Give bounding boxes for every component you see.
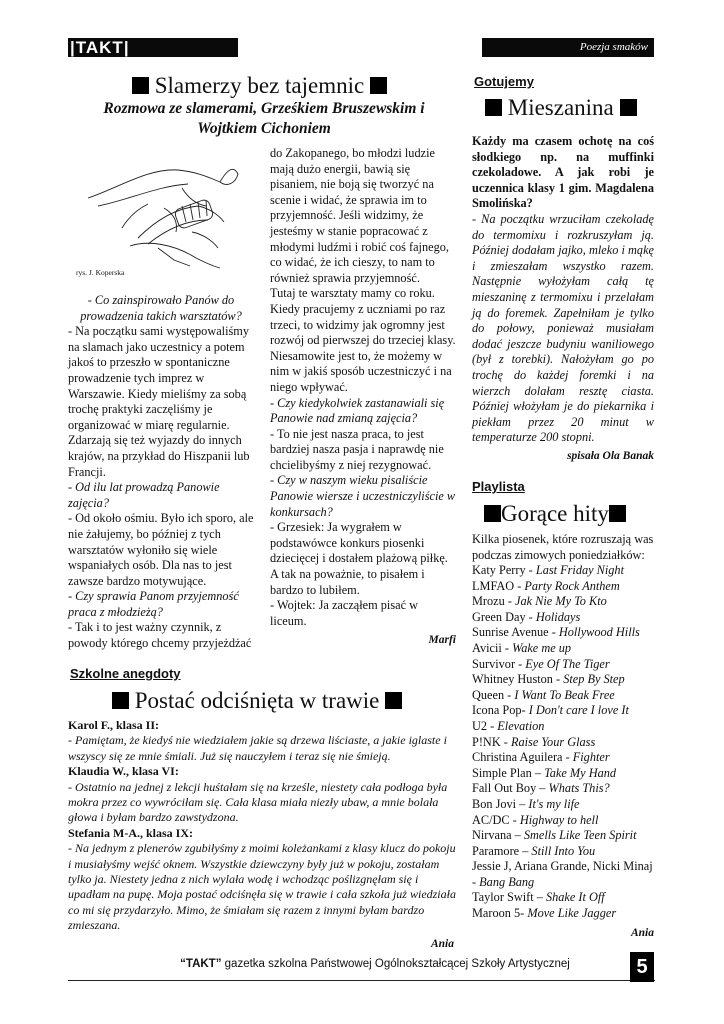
song-title: Jak Nie My To Kto xyxy=(515,594,607,609)
answer: - To nie jest nasza praca, to jest bardziej nasza pasja i naprawdę nie chcielibyśmy z niej rezygnować. xyxy=(270,426,444,472)
song-item xyxy=(472,579,656,595)
song-artist: Sunrise Avenue - xyxy=(472,625,559,640)
cooking-signature: spisała Ola Banak xyxy=(567,450,654,462)
playlist-title: Gorące hity xyxy=(484,500,626,528)
cooking-title: Mieszanina xyxy=(485,94,637,122)
song-item xyxy=(472,859,656,875)
song-item xyxy=(472,813,656,829)
square-bullet-icon xyxy=(485,99,502,116)
square-bullet-icon xyxy=(370,77,387,94)
page-number: 5 xyxy=(630,952,654,982)
song-artist: Survivor - xyxy=(472,656,526,671)
answer: - Grzesiek: Ja wygrałem w podstawówce konkurs piosenki dziecięcej i dostałem plażową piłkę. A tak na poważnie, to pisałem i bardzo to lubiłem. xyxy=(270,520,448,597)
song-item xyxy=(472,688,656,704)
slam-title: Slamerzy bez tajemnic xyxy=(132,72,387,100)
song-artist: Paramore – xyxy=(472,843,532,858)
song-title: Party Rock Anthem xyxy=(524,578,620,593)
cooking-text: - Na początku wrzuciłam czekoladę do termomixu i rozkruszyłam ją. Później dodałam jajko, mleko i mąkę i zmieszałam wszystko razem. Następnie wyłożyłam całą tę mieszaninę z termomixu i przelałam ją do foremek. Zapełniłam je tylko do połowy, ponieważ musiałam dodać jeszcze budyniu waniliowego (był z torebki). Nałożyłam go po trochę do każdej foremki i na wierzch dolałam resztę ciasta. Później włożyłam je do piekarnika i piekłam przez 20 minut w temperaturze 200 stopni. xyxy=(472,211,654,445)
slam-column-1 xyxy=(68,293,254,652)
anecdote-text: - Ostatnio na jednej z lekcji huśtałam się na krześle, niestety cała podłoga była mokra przez co wywróciłam się. Cała klasa miała niezły ubaw, a mnie bolała głowa i byłam bardzo zawstydzona. xyxy=(68,779,448,825)
question: - Czy kiedykolwiek zastanawiali się Panowie nad zmianą zajęcia? xyxy=(270,395,445,426)
anecdote-name: Karol F., klasa II: xyxy=(68,718,160,732)
song-item xyxy=(472,610,656,626)
song-title: Elevation xyxy=(497,718,545,733)
song-artist: Bon Jovi – xyxy=(472,796,529,811)
song-artist: Queen - xyxy=(472,687,515,702)
song-title: Wake me up xyxy=(512,640,572,655)
song-item xyxy=(472,875,656,891)
song-list xyxy=(472,563,656,922)
cooking-body xyxy=(472,134,654,446)
song-artist: Katy Perry - xyxy=(472,563,536,577)
song-title: Holidays xyxy=(535,609,581,624)
song-item xyxy=(472,797,656,813)
answer: Tutaj te warsztaty mamy co roku. Kiedy pracujemy z uczniami po raz trzeci, to widzimy jak ogromny jest rozwój od pierwszej do trzeciej klasy. Niesamowite jest to, że możemy w nim w jakiś sposób uczestniczyć i na niego wpływać. xyxy=(270,286,456,394)
song-title: I Don't care I love It xyxy=(528,703,629,718)
square-bullet-icon xyxy=(112,692,129,709)
question: - Co zainspirowało Panów do prowadzenia takich warsztatów? xyxy=(80,293,242,323)
square-bullet-icon xyxy=(620,99,637,116)
answer: do Zakopanego, bo młodzi ludzie mają dużo energii, bawią się pisaniem, nie boją się tworzyć na scenie i widać, że sprawia im to przyjemność. Jeśli widzimy, że jesteśmy w stanie popracować z młodymi ludźmi i robić coś fajnego, co widać, że ich cieszy, to nam to również sprawia przyjemność. xyxy=(270,146,449,285)
drawing-caption: rys. J. Koperska xyxy=(76,268,125,277)
song-item xyxy=(472,735,656,751)
square-bullet-icon xyxy=(484,505,501,522)
answer: - Tak i to jest ważny czynnik, z powody którego chcemy przyjeżdżać xyxy=(68,620,252,651)
song-artist: Jessie J, Ariana Grande, Nicki Minaj xyxy=(472,859,653,874)
section-tag: Poezja smaków xyxy=(579,41,648,53)
cooking-category: Gotujemy xyxy=(474,74,534,89)
anecdote-text: - Na jednym z plenerów zgubiłyśmy z moimi koleżankami z klasy klucz do pokoju i musiałyśmy wejść oknem. Wszystkie dziewczyny były już w pokoju, zostałam tylko ja. Niestety jedna z nich wylała wodę i wchodząc poślizgnęłam się i upadłam na pupę. Moja postać odciśnęła się w trawie i cała szkoła już wiedziała co mi się przydarzyło. Mimo, że śmiałam się razem z innymi byłam bardzo zmieszana. xyxy=(68,841,456,933)
song-artist: Avicii - xyxy=(472,640,513,655)
song-item xyxy=(472,766,656,782)
takt-logo: |TAKT| xyxy=(70,38,130,57)
question: - Czy sprawia Panom przyjemność praca z młodzieżą? xyxy=(68,589,239,619)
song-artist: Simple Plan – xyxy=(472,765,545,780)
song-artist: AC/DC - xyxy=(472,812,520,827)
playlist-signature: Ania xyxy=(630,927,654,939)
song-item xyxy=(472,657,656,673)
playlist-intro: Kilka piosenek, które rozruszają was podczas zimowych poniedziałków: xyxy=(472,532,654,562)
song-artist: Icona Pop- xyxy=(472,703,529,718)
square-bullet-icon xyxy=(385,692,402,709)
song-item xyxy=(472,781,656,797)
anecdotes-category: Szkolne anegdoty xyxy=(70,666,181,681)
song-item xyxy=(472,641,656,657)
song-artist: Christina Aguilera - xyxy=(472,750,573,765)
song-title: Last Friday Night xyxy=(535,563,624,577)
song-artist: Whitney Huston - xyxy=(472,672,564,687)
song-item xyxy=(472,625,656,641)
song-title: Whats This? xyxy=(548,781,610,796)
song-title: - Bang Bang xyxy=(472,874,535,889)
anecdote-text: - Pamiętam, że kiedyś nie wiedziałem jakie są drzewa liściaste, a jakie iglaste i wszyscy się ze mnie śmiali. Już się nauczyłem i teraz się nie śmieją. xyxy=(68,733,447,763)
song-title: Move Like Jagger xyxy=(527,906,617,921)
song-artist: LMFAO - xyxy=(472,578,525,593)
question: - Czy w naszym wieku pisaliście Panowie wiersze i uczestniczyliście w konkursach? xyxy=(270,473,456,519)
slam-signature: Marfi xyxy=(428,634,456,646)
footer-divider xyxy=(68,980,655,981)
cooking-lead: Każdy ma czasem ochotę na coś słodkiego np. na muffinki czekoladowe. A jak robi je uczennica klasy 1 gim. Magdalena Smolińska? xyxy=(472,134,654,211)
square-bullet-icon xyxy=(132,77,149,94)
song-artist: P!NK - xyxy=(472,734,511,749)
song-title: Raise Your Glass xyxy=(510,734,596,749)
song-artist: Fall Out Boy – xyxy=(472,781,549,796)
song-artist: Nirvana – xyxy=(472,828,524,843)
song-title: Still Into You xyxy=(531,843,596,858)
song-item xyxy=(472,563,656,579)
song-title: Take My Hand xyxy=(544,765,617,780)
anecdotes-signature: Ania xyxy=(430,938,454,950)
question: - Od ilu lat prowadzą Panowie zajęcia? xyxy=(68,480,220,510)
song-title: Smells Like Teen Spirit xyxy=(523,828,637,843)
quill-drawing xyxy=(78,148,244,270)
answer: - Wojtek: Ja zacząłem pisać w liceum. xyxy=(270,598,418,628)
anecdotes-body xyxy=(68,718,460,934)
song-title: Fighter xyxy=(572,750,610,765)
footer-text: “TAKT” gazetka szkolna Państwowej Ogólnokształcącej Szkoły Artystycznej xyxy=(180,958,570,970)
song-title: Hollywood Hills xyxy=(558,625,640,640)
playlist-category: Playlista xyxy=(472,479,525,494)
song-artist: Taylor Swift – xyxy=(472,890,546,905)
song-title: Highway to hell xyxy=(519,812,599,827)
song-item xyxy=(472,750,656,766)
song-item xyxy=(472,906,656,922)
song-item xyxy=(472,594,656,610)
song-item xyxy=(472,828,656,844)
slam-subtitle: Rozmowa ze slamerami, Grześkiem Bruszewskim i Wojtkiem Cichoniem xyxy=(103,100,425,137)
song-title: Step By Step xyxy=(563,672,625,687)
song-artist: U2 - xyxy=(472,718,498,733)
square-bullet-icon xyxy=(609,505,626,522)
song-item xyxy=(472,844,656,860)
song-title: It's my life xyxy=(528,796,580,811)
anecdote-name: Klaudia W., klasa VI: xyxy=(68,764,179,779)
anecdote-name: Stefania M-A., klasa IX: xyxy=(68,825,193,840)
anecdotes-title: Postać odciśnięta w trawie xyxy=(112,687,402,715)
song-artist: Green Day - xyxy=(472,609,536,624)
song-title: I Want To Beak Free xyxy=(514,687,615,702)
answer: - Na początku sami występowaliśmy na slamach jako uczestnicy a potem jakoś to przeszło w spontaniczne prowadzenie tych imprez w Warszawie. Kiedy mieliśmy za sobą trochę praktyki zaczęliśmy je organizować w miarę regularnie. Zdarzają się też wyjazdy do innych krajów, na przykład do Hiszpanii lub Francji. xyxy=(68,324,250,479)
song-artist: Maroon 5- xyxy=(472,906,528,921)
song-item xyxy=(472,719,656,735)
answer: - Od około ośmiu. Było ich sporo, ale nie żałujemy, bo później z tych warsztatów wyłoniło się wiele wspaniałych osób. Dla nas to jest zawsze bardzo motywujące. xyxy=(68,511,254,588)
song-item xyxy=(472,672,656,688)
song-item xyxy=(472,703,656,719)
song-item xyxy=(472,890,656,906)
song-title: Eye Of The Tiger xyxy=(525,656,610,671)
song-artist: Mrozu - xyxy=(472,594,516,609)
slam-column-2 xyxy=(270,146,456,629)
song-title: Shake It Off xyxy=(545,890,605,905)
